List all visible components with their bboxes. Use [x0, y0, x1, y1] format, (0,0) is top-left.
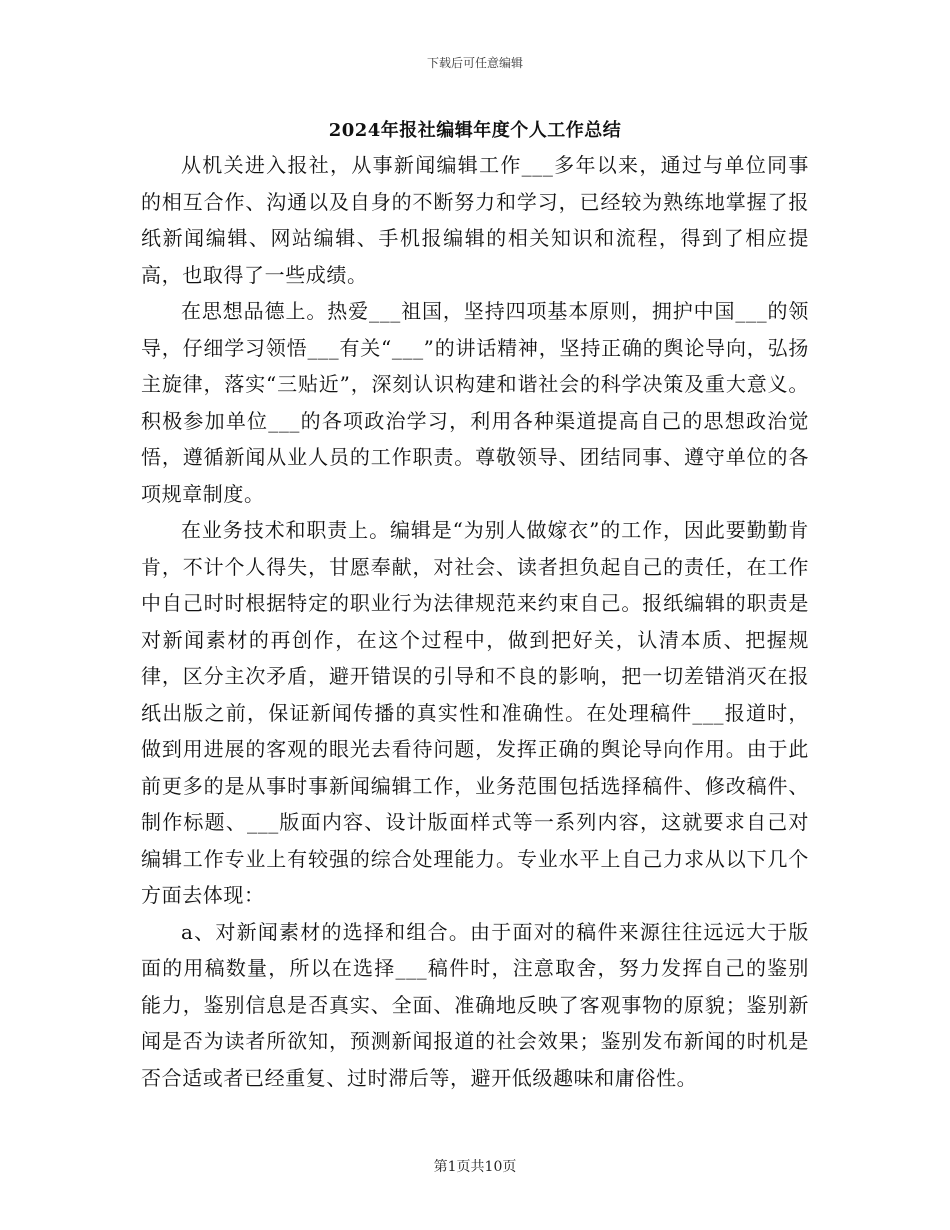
paragraph-intro: 从机关进入报社，从事新闻编辑工作___多年以来，通过与单位同事的相互合作、沟通以及自身的不断努力和学习，已经较为熟练地掌握了报纸新闻编辑、网站编辑、手机报编辑的相关知识和流程，得到了相应提高，也取得了一些成绩。	[141, 153, 809, 287]
page-number-footer: 第1页共10页	[433, 1159, 517, 1175]
document-body	[141, 147, 809, 1096]
paragraph-ideology: 在思想品德上。热爱___祖国，坚持四项基本原则，拥护中国___的领导，仔细学习领悟___有关“___”的讲话精神，坚持正确的舆论导向，弘扬主旋律，落实“三贴近”，深刻认识构建和谐社会的科学决策及重大意义。积极参加单位___的各项政治学习，利用各种渠道提高自己的思想政治觉悟，遵循新闻从业人员的工作职责。尊敬领导、团结同事、遵守单位的各项规章制度。	[141, 299, 809, 506]
page-header-note: 下载后可任意编辑	[426, 56, 523, 70]
document-title: 2024年报社编辑年度个人工作总结	[328, 120, 622, 141]
paragraph-professional-duties: 在业务技术和职责上。编辑是“为别人做嫁衣”的工作，因此要勤勤肯肯，不计个人得失，甘愿奉献，对社会、读者担负起自己的责任，在工作中自己时时根据特定的职业行为法律规范来约束自己。报纸编辑的职责是对新闻素材的再创作，在这个过程中，做到把好关，认清本质、把握规律，区分主次矛盾，避开错误的引导和不良的影响，把一切差错消灭在报纸出版之前，保证新闻传播的真实性和准确性。在处理稿件___报道时，做到用进展的客观的眼光去看待问题，发挥正确的舆论导向作用。由于此前更多的是从事时事新闻编辑工作，业务范围包括选择稿件、修改稿件、制作标题、___版面内容、设计版面样式等一系列内容，这就要求自己对编辑工作专业上有较强的综合处理能力。专业水平上自己力求从以下几个方面去体现：	[141, 518, 809, 907]
paragraph-material-selection: a、对新闻素材的选择和组合。由于面对的稿件来源往往远远大于版面的用稿数量，所以在选择___稿件时，注意取舍，努力发挥自己的鉴别能力，鉴别信息是否真实、全面、准确地反映了客观事物的原貌；鉴别新闻是否为读者所欲知，预测新闻报道的社会效果；鉴别发布新闻的时机是否合适或者已经重复、过时滞后等，避开低级趣味和庸俗性。	[141, 919, 809, 1090]
